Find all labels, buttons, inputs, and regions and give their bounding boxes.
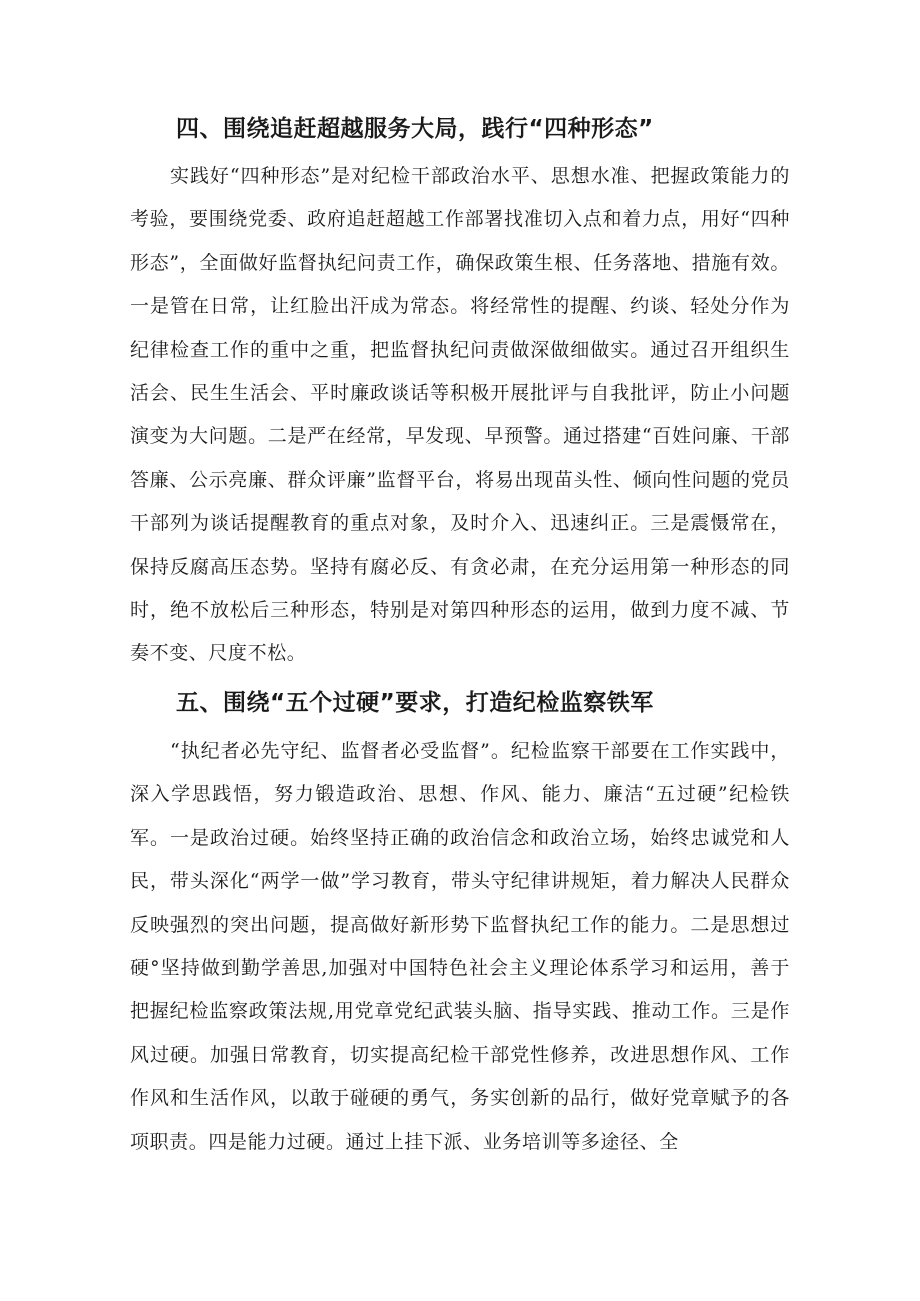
section-heading: 五、围绕“五个过硬”要求，打造纪检监察铁军 <box>176 689 654 716</box>
document-body <box>130 105 790 1164</box>
section-paragraph: 实践好“四种形态”是对纪检干部政治水平、思想水准、把握政策能力的考验，要围绕党委、政府追赶超越工作部署找准切入点和着力点，用好“四种形态”，全面做好监督执纪问责工作，确保政策生根、任务落地、措施有效。一是管在日常，让红脸出汗成为常态。将经常性的提醒、约谈、轻处分作为纪律检查工作的重中之重，把监督执纪问责做深做细做实。通过召开组织生活会、民生生活会、平时廉政谈话等积极开展批评与自我批评，防止小问题演变为大问题。二是严在经常，早发现、早预警。通过搭建“百姓问廉、干部答廉、公示亮廉、群众评廉”监督平台，将易出现苗头性、倾向性问题的党员干部列为谈话提醒教育的重点对象，及时介入、迅速纠正。三是震慑常在，保持反腐高压态势。坚持有腐必反、有贪必肃，在充分运用第一种形态的同时，绝不放松后三种形态，特别是对第四种形态的运用，做到力度不减、节奏不变、尺度不松。 <box>130 165 790 665</box>
section-paragraph: “执纪者必先守纪、监督者必受监督”。纪检监察干部要在工作实践中，深入学思践悟，努力锻造政治、思想、作风、能力、廉洁“五过硬”纪检铁军。一是政治过硬。始终坚持正确的政治信念和政治立场，始终忠诚党和人民，带头深化“两学一做”学习教育，带头守纪律讲规矩，着力解决人民群众反映强烈的突出问题，提高做好新形势下监督执纪工作的能力。二是思想过硬°坚持做到勤学善思,加强对中国特色社会主义理论体系学习和运用，善于把握纪检监察政策法规,用党章党纪武装头脑、指导实践、推动工作。三是作风过硬。加强日常教育，切实提高纪检干部党性修养，改进思想作风、工作作风和生活作风，以敢于碰硬的勇气，务实创新的品行，做好党章赋予的各项职责。四是能力过硬。通过上挂下派、业务培训等多途径、全 <box>130 739 790 1153</box>
section-heading: 四、围绕追赶超越服务大局，践行“四种形态” <box>176 116 654 142</box>
